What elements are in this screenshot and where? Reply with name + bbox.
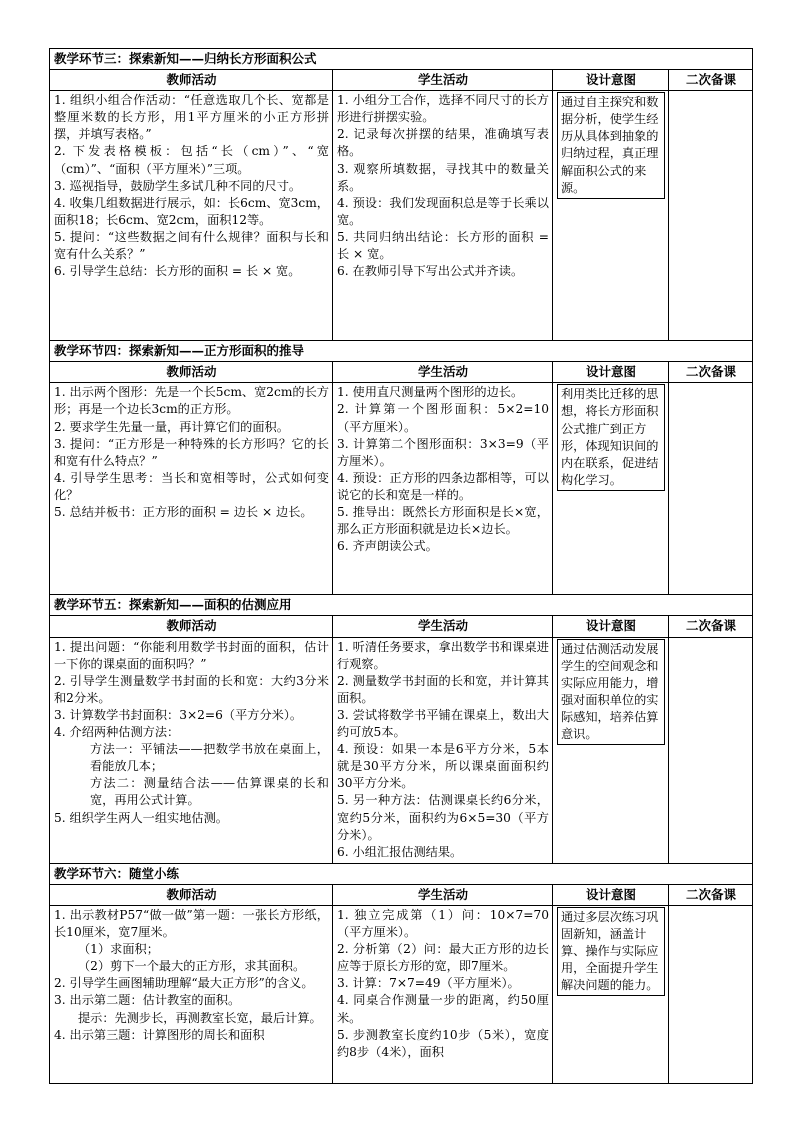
teacher-substep: （1）求面积； (78, 942, 159, 957)
teacher-activity-cell (50, 905, 333, 1083)
revision-cell[interactable] (669, 637, 753, 863)
header-revision: 二次备课 (669, 884, 753, 905)
student-step: 5. 共同归纳出结论：长方形的面积 = 长 × 宽。 (337, 229, 549, 262)
student-step: 3. 计算第二个图形面积：3×3=9（平方厘米）。 (337, 436, 549, 468)
teacher-step: 4. 引导学生思考：当长和宽相等时，公式如何变化？ (54, 470, 329, 502)
header-student: 学生活动 (333, 884, 553, 905)
header-student: 学生活动 (333, 616, 553, 637)
header-intent: 设计意图 (553, 70, 669, 91)
teacher-step: 2. 下发表格模板：包括“长（cm）”、“宽（cm）”、“面积（平方厘米）”三项。 (54, 144, 329, 176)
teacher-step: 1. 出示教材P57“做一做”第一题：一张长方形纸，长10厘米，宽7厘米。 (54, 907, 329, 940)
student-step: 4. 预设：我们发现面积总是等于长乘以宽。 (337, 195, 549, 227)
design-intent-cell (553, 91, 669, 341)
student-step: 6. 小组汇报估测结果。 (337, 844, 463, 859)
revision-cell[interactable] (669, 905, 753, 1083)
design-intent-text: 通过估测活动发展学生的空间观念和实际应用能力，增强对面积单位的实际感知，培养估算意识。 (557, 639, 665, 746)
header-revision: 二次备课 (669, 616, 753, 637)
student-step: 3. 观察所填数据，寻找其中的数量关系。 (337, 161, 549, 193)
student-step: 4. 预设：正方形的四条边都相等，可以说它的长和宽是一样的。 (337, 470, 549, 502)
teacher-step: 2. 引导学生画图辅助理解“最大正方形”的含义。 (54, 976, 314, 991)
design-intent-cell (553, 383, 669, 595)
teacher-substep: 提示：先测步长，再测教室长宽，最后计算。 (78, 1010, 322, 1025)
design-intent-cell (553, 905, 669, 1083)
teacher-step: 6. 引导学生总结：长方形的面积 = 长 × 宽。 (54, 264, 301, 279)
teacher-step: 5. 组织学生两人一组实地估测。 (54, 810, 228, 825)
header-intent: 设计意图 (553, 616, 669, 637)
student-step: 2. 记录每次拼摆的结果，准确填写表格。 (337, 127, 549, 159)
header-revision: 二次备课 (669, 362, 753, 383)
section-title: 教学环节五：探索新知——面积的估测应用 (50, 595, 753, 616)
student-activity-cell (333, 91, 553, 341)
teacher-step: 2. 引导学生测量数学书封面的长和宽：大约3分米和2分米。 (54, 673, 329, 705)
teacher-step: 5. 提问：“这些数据之间有什么规律？面积与长和宽有什么关系？” (54, 229, 329, 262)
teacher-step: 4. 出示第三题：计算图形的周长和面积 (54, 1027, 265, 1042)
lesson-plan-table (49, 48, 753, 1084)
student-step: 3. 尝试将数学书平铺在课桌上，数出大约可放5本。 (337, 707, 549, 740)
teacher-substep: （2）剪下一个最大的正方形，求其面积。 (78, 959, 306, 974)
header-intent: 设计意图 (553, 884, 669, 905)
design-intent-text: 通过多层次练习巩固新知，涵盖计算、操作与实际应用，全面提升学生解决问题的能力。 (557, 907, 665, 996)
header-teacher: 教师活动 (50, 362, 333, 383)
teacher-step: 1. 组织小组合作活动：“任意选取几个长、宽都是整厘米数的长方形，用1平方厘米的小正方形拼摆，并填写表格。” (54, 93, 329, 142)
student-step: 6. 齐声朗读公式。 (337, 539, 438, 554)
header-teacher: 教师活动 (50, 884, 333, 905)
student-step: 3. 计算：7×7=49（平方厘米）。 (337, 976, 520, 991)
student-step: 1. 听清任务要求，拿出数学书和课桌进行观察。 (337, 639, 549, 671)
student-step: 1. 独立完成第（1）问：10×7=70（平方厘米）。 (337, 907, 549, 940)
teacher-step: 4. 介绍两种估测方法： (54, 725, 180, 740)
teacher-step: 4. 收集几组数据进行展示，如：长6cm、宽3cm，面积18；长6cm、宽2cm，面积12等。 (54, 195, 329, 227)
teacher-step: 1. 出示两个图形：先是一个长5cm、宽2cm的长方形；再是一个边长3cm的正方形。 (54, 385, 329, 417)
header-teacher: 教师活动 (50, 616, 333, 637)
teacher-step: 5. 总结并板书：正方形的面积 = 边长 × 边长。 (54, 505, 313, 520)
student-step: 2. 计算第一个图形面积：5×2=10（平方厘米）。 (337, 402, 549, 434)
student-activity-cell (333, 637, 553, 863)
student-step: 5. 推导出：既然长方形面积是长×宽，那么正方形面积就是边长×边长。 (337, 505, 549, 537)
revision-cell[interactable] (669, 383, 753, 595)
teacher-step: 1. 提出问题：“你能利用数学书封面的面积，估计一下你的课桌面的面积吗？” (54, 639, 329, 671)
teacher-step: 3. 提问：“正方形是一种特殊的长方形吗？它的长和宽有什么特点？” (54, 436, 329, 468)
design-intent-text: 利用类比迁移的思想，将长方形面积公式推广到正方形，体现知识间的内在联系，促进结构化学习。 (557, 384, 665, 491)
section-title: 教学环节六：随堂小练 (50, 863, 753, 884)
design-intent-cell (553, 637, 669, 863)
revision-cell[interactable] (669, 91, 753, 341)
header-student: 学生活动 (333, 362, 553, 383)
design-intent-text: 通过自主探究和数据分析，使学生经历从具体到抽象的归纳过程，真正理解面积公式的来源。 (557, 92, 665, 199)
student-step: 2. 分析第（2）问：最大正方形的边长应等于原长方形的宽，即7厘米。 (337, 942, 549, 974)
teacher-step: 2. 要求学生先量一量，再计算它们的面积。 (54, 419, 289, 434)
teacher-step: 3. 计算数学书封面积：3×2=6（平方分米）。 (54, 707, 303, 722)
teacher-substep: 方法二：测量结合法——估算课桌的长和宽，再用公式计算。 (90, 776, 329, 808)
teacher-activity-cell (50, 637, 333, 863)
header-intent: 设计意图 (553, 362, 669, 383)
student-step: 1. 小组分工合作，选择不同尺寸的长方形进行拼摆实验。 (337, 93, 549, 125)
teacher-substep: 方法一：平铺法——把数学书放在桌面上，看能放几本； (90, 742, 329, 774)
teacher-activity-cell (50, 383, 333, 595)
teacher-step: 3. 巡视指导，鼓励学生多试几种不同的尺寸。 (54, 178, 302, 193)
header-teacher: 教师活动 (50, 70, 333, 91)
student-step: 5. 另一种方法：估测课桌长约6分米，宽约5分米，面积约为6×5=30（平方分米）。 (337, 793, 549, 842)
student-step: 4. 同桌合作测量一步的距离，约50厘米。 (337, 993, 549, 1025)
header-revision: 二次备课 (669, 70, 753, 91)
header-student: 学生活动 (333, 70, 553, 91)
student-step: 6. 在教师引导下写出公式并齐读。 (337, 264, 524, 279)
student-step: 4. 预设：如果一本是6平方分米，5本就是30平方分米，所以课桌面面积约30平方分米。 (337, 742, 549, 791)
student-step: 1. 使用直尺测量两个图形的边长。 (337, 385, 524, 400)
student-step: 2. 测量数学书封面的长和宽，并计算其面积。 (337, 673, 549, 705)
section-title: 教学环节四：探索新知——正方形面积的推导 (50, 341, 753, 362)
student-activity-cell (333, 905, 553, 1083)
student-step: 5. 步测教室长度约10步（5米），宽度约8步（4米），面积 (337, 1027, 549, 1059)
section-title: 教学环节三：探索新知——归纳长方形面积公式 (50, 49, 753, 70)
student-activity-cell (333, 383, 553, 595)
teacher-step: 3. 出示第二题：估计教室的面积。 (54, 993, 241, 1008)
teacher-activity-cell (50, 91, 333, 341)
